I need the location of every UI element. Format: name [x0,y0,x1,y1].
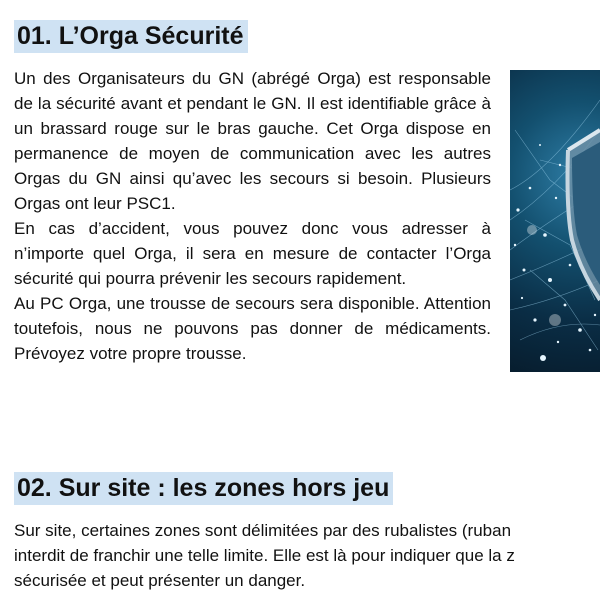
section-2-title: 02. Sur site : les zones hors jeu [14,472,393,505]
section-2-line: interdit de franchir une telle limite. Elle est là pour indiquer que la z [14,546,515,565]
shield-network-graphic [510,70,600,372]
security-shield-image [510,70,600,372]
section-2-line: Sur site, certaines zones sont délimitées par des rubalistes (ruban [14,521,512,540]
section-1-paragraph: Au PC Orga, une trousse de secours sera disponible. Attention toutefois, nous ne pouvons pas donner de médicaments. Prévoyez votre propre trousse. [14,294,491,363]
section-1-paragraph: Un des Organisateurs du GN (abrégé Orga) est responsable de la sécurité avant et pendant le GN. Il est identifiable grâce à un brassard rouge sur le bras gauche. Cet Orga dispose en permanence de moyen de communication avec les autres Orgas du GN ainsi qu’avec les secours si besoin. Plusieurs Orgas ont leur PSC1. [14,69,491,213]
shield-icon [568,130,600,300]
section-2-body [14,518,600,593]
section-1-title: 01. L’Orga Sécurité [14,20,248,53]
section-1-body [14,66,491,366]
section-2-line: sécurisée et peut présenter un danger. [14,571,306,590]
section-1-paragraph: En cas d’accident, vous pouvez donc vous adresser à n’importe quel Orga, il sera en mesure de contacter l’Orga sécurité qui pourra prévenir les secours rapidement. [14,219,491,288]
